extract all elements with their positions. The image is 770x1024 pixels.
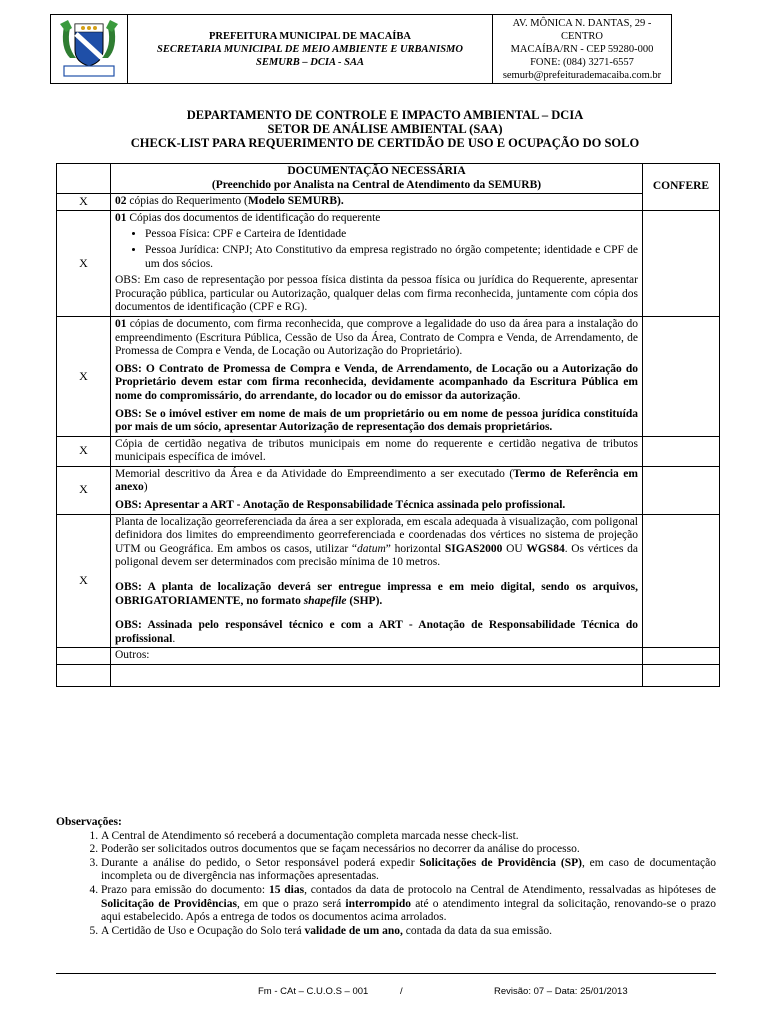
revision-date: Revisão: 07 – Data: 25/01/2013 [494, 986, 628, 997]
table-row [57, 466, 720, 514]
table-row [57, 194, 720, 211]
table-row [57, 316, 720, 436]
checklist-title: CHECK-LIST PARA REQUERIMENTO DE CERTIDÃO DE USO E OCUPAÇÃO DO SOLO [130, 136, 640, 150]
item-outros[interactable]: Outros: [111, 648, 643, 665]
header-documentation [111, 164, 643, 194]
table-row [57, 210, 720, 316]
checklist-table [56, 163, 720, 687]
list-item: 1. A Central de Atendimento só receberá a documentação completa marcada nesse check-list. [101, 830, 716, 844]
department-title: DEPARTAMENTO DE CONTROLE E IMPACTO AMBIENTAL – DCIA [186, 108, 584, 122]
coat-of-arms-logo [51, 15, 128, 83]
blank-cell[interactable] [111, 665, 643, 687]
item-certidao-negativa: Cópia de certidão negativa de tributos municipais em nome do requerente e certidão negativa de tributos municipais específica de imóvel. [111, 436, 643, 466]
list-item: 2. Poderão ser solicitados outros documentos que se façam necessários no decorrer da análise do processo. [101, 843, 716, 857]
row-mark: X [57, 194, 111, 211]
address-email: semurb@prefeiturademacaiba.com.br [502, 69, 662, 81]
confere-cell[interactable] [643, 648, 720, 665]
organization-block [128, 15, 493, 83]
obs-text: OBS: Em caso de representação por pessoa física distinta da pessoa física ou jurídica do Requerente, apresentar Procuração pública, particular ou Autorização, qualquer delas com firma reconhecida, juntamente com cópia dos documentos de identificação (CPF e RG). [115, 274, 638, 314]
letterhead [50, 14, 672, 84]
org-name: PREFEITURA MUNICIPAL DE MACAÍBA [209, 30, 411, 42]
list-item: • Pessoa Jurídica: CNPJ; Ato Constitutivo da empresa registrado no órgão competente; identidade e CPF de um dos sócios. [145, 244, 638, 271]
row-mark: X [57, 316, 111, 436]
address-city: MACAÍBA/RN - CEP 59280-000 [510, 43, 654, 55]
item-legalidade: 01 cópias de documento, com firma reconhecida, que comprove a legalidade do uso da área para a instalação do empreendimento (Escritura Pública, Cessão de Uso da Área, Contrato de Compra e Venda, de Arrendamento, de Promessa de Compra e Venda, de Locação ou Autorização do Proprietário). OBS: O Contrato de Promessa de Compra e Venda, de Arrendamento, de Locação ou a Autorização do Proprietário devem estar com firma reconhecida, devidamente acompanhado da Escritura Pública em nome do compromissário, do arrendante, do locador ou do emissor da autorização. OBS: Se o imóvel estiver em nome de mais de um proprietário ou em nome de pessoa jurídica constituída por mais de um sócio, apresentar Autorização de representação dos demais proprietários. [111, 316, 643, 436]
footer-divider [56, 973, 716, 974]
obs-text: OBS: O Contrato de Promessa de Compra e Venda, de Arrendamento, de Locação ou a Autorização do Proprietário devem estar com firma reconhecida, devidamente acompanhado da Escritura Pública em nome do compromissário, do arrendante, do locador ou do emissor da autorização [115, 362, 638, 402]
row-mark-empty [57, 648, 111, 665]
address-street: AV. MÔNICA N. DANTAS, 29 - CENTRO [512, 17, 652, 42]
list-item: • Pessoa Física: CPF e Carteira de Identidade [145, 228, 638, 242]
observations-title: Observações: [56, 816, 122, 828]
obs-text: OBS: Assinada pelo responsável técnico e com a ART - Anotação de Responsabilidade Técnica do profissional. [115, 619, 638, 645]
header-title: DOCUMENTAÇÃO NECESSÁRIA [287, 165, 466, 177]
org-unit: SEMURB – DCIA - SAA [256, 56, 364, 68]
row-mark: X [57, 466, 111, 514]
row-mark: X [57, 436, 111, 466]
table-row [57, 665, 720, 687]
row-mark: X [57, 514, 111, 648]
coat-of-arms-icon [56, 18, 122, 80]
header-empty-cell [57, 164, 111, 194]
observations-list [56, 830, 716, 939]
form-code: Fm - CAt – C.U.O.S – 001 [258, 986, 369, 997]
obs-text: OBS: Apresentar a ART - Anotação de Responsabilidade Técnica assinada pelo profissional. [115, 499, 566, 512]
row-mark: X [57, 210, 111, 316]
obs-text: OBS: A planta de localização deverá ser entregue impressa e em meio digital, sendo os arquivos, OBRIGATORIAMENTE, no formato shapefile (SHP). [115, 581, 638, 607]
confere-cell[interactable] [643, 210, 720, 316]
sector-title: SETOR DE ANÁLISE AMBIENTAL (SAA) [267, 122, 503, 136]
table-row [57, 436, 720, 466]
header-confere: CONFERE [643, 164, 720, 211]
item-identificacao: 01 Cópias dos documentos de identificação do requerente • Pessoa Física: CPF e Carteira de Identidade • Pessoa Jurídica: CNPJ; Ato Constitutivo da empresa registrado no órgão competente; identidade e CPF de um dos sócios. OBS: Em caso de representação por pessoa física distinta da pessoa física ou jurídica do Requerente, apresentar Procuração pública, particular ou Autorização, qualquer delas com firma reconhecida, juntamente com cópia dos documentos de identificação (CPF e RG). [111, 210, 643, 316]
obs-text: OBS: Se o imóvel estiver em nome de mais de um proprietário ou em nome de pessoa jurídica constituída por mais de um sócio, apresentar Autorização de representação dos demais proprietários. [115, 407, 638, 434]
item-memorial: Memorial descritivo da Área e da Atividade do Empreendimento a ser executado (Termo de Referência em anexo) OBS: Apresentar a ART - Anotação de Responsabilidade Técnica assinada pelo profissional. [111, 466, 643, 514]
item-planta: Planta de localização georreferenciada da área a ser explorada, em escala adequada à visualização, com poligonal definidora dos limites do empreendimento georreferenciada e coordenadas dos vértices no sistema de projeção UTM ou Geográfica. Em ambos os casos, utilizar “datum” horizontal SIGAS2000 OU WGS84. Os vértices da poligonal devem ser determinados com precisão mínima de 10 metros. OBS: A planta de localização deverá ser entregue impressa e em meio digital, sendo os arquivos, OBRIGATORIAMENTE, no formato shapefile (SHP). OBS: Assinada pelo responsável técnico e com a ART - Anotação de Responsabilidade Técnica do profissional. [111, 514, 643, 648]
table-row [57, 514, 720, 648]
org-secretariat: SECRETARIA MUNICIPAL DE MEIO AMBIENTE E URBANISMO [157, 43, 463, 55]
confere-cell[interactable] [643, 316, 720, 436]
observations-section [56, 816, 716, 938]
id-doc-list [115, 228, 638, 271]
address-block [493, 15, 671, 83]
confere-cell[interactable] [643, 466, 720, 514]
address-phone: FONE: (084) 3271-6557 [530, 56, 634, 68]
confere-cell[interactable] [643, 665, 720, 687]
confere-cell[interactable] [643, 514, 720, 648]
table-header-row [57, 164, 720, 194]
list-item: 4. Prazo para emissão do documento: 15 dias, contados da data de protocolo na Central de Atendimento, ressalvadas as hipóteses de Solicitação de Providências, em que o prazo será interrompido até o atendimento integral da solicitação, renovando-se o prazo aqui estabelecido. Após a entrega de todos os documentos acima arrolados. [101, 884, 716, 925]
document-titles [50, 108, 720, 150]
row-mark-empty [57, 665, 111, 687]
item-requerimento: 02 cópias do Requerimento (Modelo SEMURB). [111, 194, 643, 211]
list-item: 5. A Certidão de Uso e Ocupação do Solo terá validade de um ano, contada da data da sua emissão. [101, 925, 716, 939]
footer-separator: / [400, 986, 403, 997]
header-subtitle: (Preenchido por Analista na Central de Atendimento da SEMURB) [211, 178, 542, 191]
list-item: 3. Durante a análise do pedido, o Setor responsável poderá expedir Solicitações de Providência (SP), em caso de documentação incompleta ou de divergência nas informações apresentadas. [101, 857, 716, 884]
table-row [57, 648, 720, 665]
confere-cell[interactable] [643, 436, 720, 466]
